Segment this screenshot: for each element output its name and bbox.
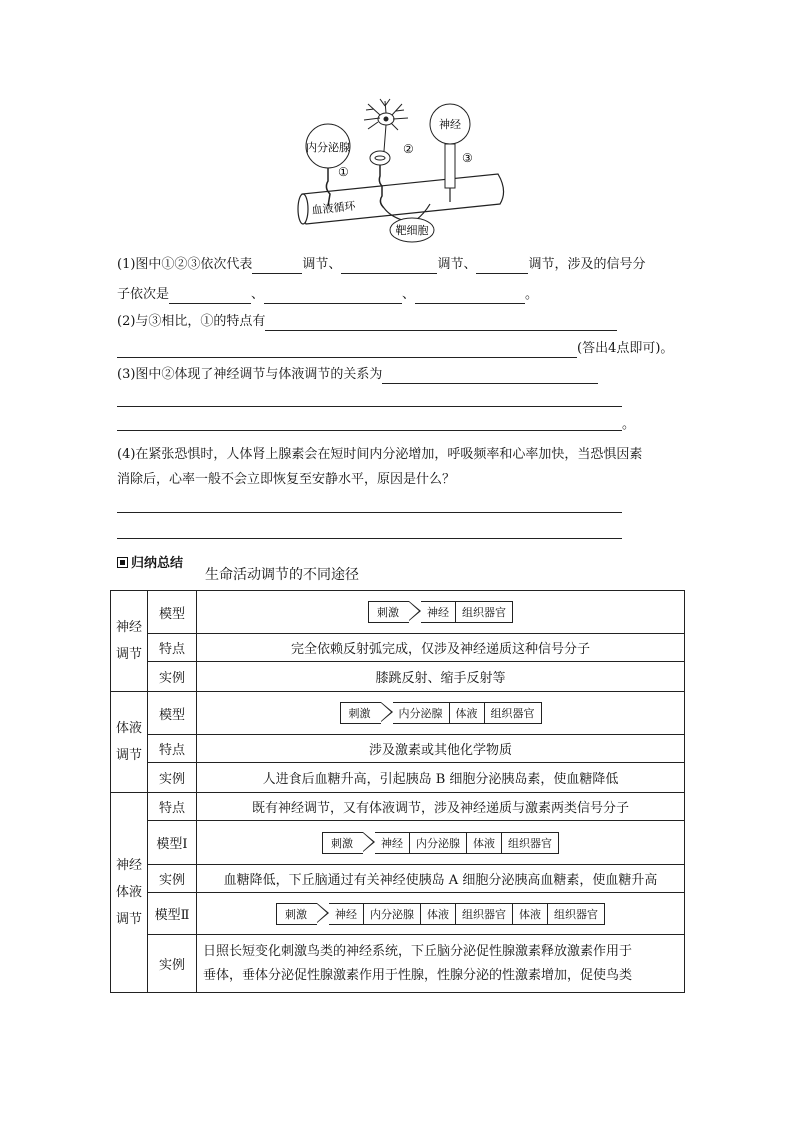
humoral-trait: 涉及激素或其他化学物质 bbox=[197, 735, 685, 763]
category-nerve: 神经 调节 bbox=[111, 591, 148, 692]
target-label: 靶细胞 bbox=[395, 224, 429, 237]
question-4-line-1: (4)在紧张恐惧时，人体肾上腺素会在短时间内分泌增加，呼吸频率和心率加快，当恐惧因素 bbox=[117, 447, 643, 462]
question-3-line-1: (3)图中②体现了神经调节与体液调节的关系为 bbox=[117, 366, 598, 384]
row-label: 模型Ⅰ bbox=[148, 821, 197, 865]
gland-label: 内分泌腺 bbox=[306, 141, 350, 154]
answer-line[interactable] bbox=[117, 406, 622, 407]
row-label: 实例 bbox=[148, 662, 197, 692]
question-1-line-2: 子依次是 、 、 。 bbox=[117, 287, 539, 302]
category-combined: 神经 体液 调节 bbox=[111, 793, 148, 993]
row-label: 实例 bbox=[148, 763, 197, 793]
answer-line[interactable] bbox=[117, 538, 622, 539]
regulation-diagram bbox=[290, 96, 510, 246]
answer-blank[interactable] bbox=[341, 259, 437, 274]
row-label: 特点 bbox=[148, 793, 197, 821]
blood-label: 血液循环 bbox=[310, 199, 357, 217]
combined-example-2: 日照长短变化刺激鸟类的神经系统，下丘脑分泌促性腺激素释放激素作用于 垂体，垂体分泌促性腺激素作用于性腺，性腺分泌的性激素增加，促使鸟类 bbox=[197, 935, 685, 993]
square-bullet-icon bbox=[117, 557, 128, 568]
combined-trait: 既有神经调节，又有体液调节，涉及神经递质与激素两类信号分子 bbox=[197, 793, 685, 821]
summary-table bbox=[110, 590, 685, 993]
label-1: ① bbox=[338, 165, 349, 179]
nerve-trait: 完全依赖反射弧完成，仅涉及神经递质这种信号分子 bbox=[197, 634, 685, 662]
nerve-model: 刺激 神经 组织器官 bbox=[197, 591, 685, 634]
question-3-end: 。 bbox=[622, 417, 636, 432]
row-label: 模型Ⅱ bbox=[148, 893, 197, 935]
blood-vessel bbox=[301, 174, 504, 224]
answer-blank[interactable] bbox=[252, 259, 302, 274]
label-3: ③ bbox=[462, 151, 473, 165]
humoral-model: 刺激 内分泌腺 体液 组织器官 bbox=[197, 692, 685, 735]
nerve-label: 神经 bbox=[439, 118, 461, 131]
question-1-line-1: (1)图中①②③依次代表 调节、 调节、 调节，涉及的信号分 bbox=[117, 257, 646, 272]
answer-blank[interactable] bbox=[169, 289, 251, 304]
combined-model-1: 刺激 神经 内分泌腺 体液 组织器官 bbox=[197, 821, 685, 865]
humoral-example: 人进食后血糖升高，引起胰岛 B 细胞分泌胰岛素，使血糖降低 bbox=[197, 763, 685, 793]
row-label: 实例 bbox=[148, 865, 197, 893]
answer-blank[interactable] bbox=[117, 343, 577, 358]
category-humoral: 体液 调节 bbox=[111, 692, 148, 793]
answer-line[interactable] bbox=[117, 430, 622, 431]
row-label: 模型 bbox=[148, 591, 197, 634]
row-label: 特点 bbox=[148, 735, 197, 763]
answer-blank[interactable] bbox=[265, 316, 617, 331]
label-2: ② bbox=[403, 142, 414, 156]
question-2-line-2: (答出4点即可)。 bbox=[117, 340, 673, 358]
question-2-line-1: (2)与③相比，①的特点有 bbox=[117, 313, 617, 331]
answer-blank[interactable] bbox=[382, 369, 598, 384]
answer-line[interactable] bbox=[117, 512, 622, 513]
combined-model-2: 刺激 神经 内分泌腺 体液 组织器官 体液 组织器官 bbox=[197, 893, 685, 935]
combined-example-1: 血糖降低，下丘脑通过有关神经使胰岛 A 细胞分泌胰高血糖素，使血糖升高 bbox=[197, 865, 685, 893]
question-4-line-2: 消除后，心率一般不会立即恢复至安静水平，原因是什么？ bbox=[117, 472, 456, 487]
nerve-example: 膝跳反射、缩手反射等 bbox=[197, 662, 685, 692]
row-label: 特点 bbox=[148, 634, 197, 662]
summary-title: 生命活动调节的不同途径 bbox=[205, 567, 359, 583]
answer-blank[interactable] bbox=[415, 289, 525, 304]
neuron-icon bbox=[364, 99, 408, 156]
answer-blank[interactable] bbox=[476, 259, 528, 274]
section-header: 归纳总结 bbox=[117, 552, 183, 571]
row-label: 实例 bbox=[148, 935, 197, 993]
answer-blank[interactable] bbox=[264, 289, 402, 304]
row-label: 模型 bbox=[148, 692, 197, 735]
